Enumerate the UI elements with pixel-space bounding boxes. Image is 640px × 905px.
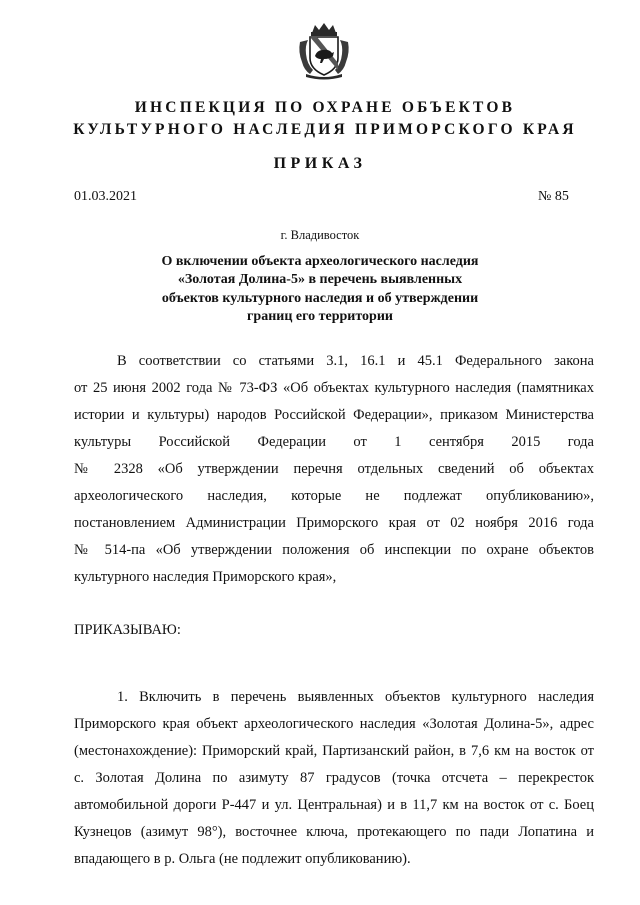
preamble-line: от 25 июня 2002 года № 73-ФЗ «Об объектах культурного наследия (памятниках [74,380,594,396]
subject-line: О включении объекта археологического наследия [161,254,479,269]
subject-line: «Золотая Долина-5» в перечень выявленных [177,272,463,288]
issue-city: г. Владивосток [280,228,360,242]
preamble-line: археологического наследия, которые не подлежат опубликованию», [74,488,594,504]
item-line: (местонахождение): Приморский край, Партизанский район, в 7,6 км на восток от [74,743,594,759]
order-number: № 85 [538,189,569,204]
agency-name-line-1: ИНСПЕКЦИЯ ПО ОХРАНЕ ОБЪЕКТОВ [134,99,516,116]
preamble-line: истории и культуры) народов Российской Федерации», приказом Министерства [74,407,594,423]
order-subject [100,253,540,326]
coat-of-arms-icon [296,22,352,80]
item-line: Кузнецов (азимут 98°), восточнее ключа, протекающего по пади Лопатина и [74,824,594,840]
item-line: 1. Включить в перечень выявленных объектов культурного наследия [117,689,594,705]
item-line: Приморского края объект археологического наследия «Золотая Долина-5», адрес [74,716,594,732]
subject-line: границ его территории [247,308,393,324]
document-type-title: ПРИКАЗ [273,155,367,172]
preamble-line: № 514-па «Об утверждении положения об инспекции по охране объектов [74,542,594,558]
item-line: автомобильной дороги Р-447 и ул. Центральная) и в 11,7 км на восток от с. Боец [74,797,594,813]
preamble-line: культурного наследия Приморского края», [74,569,337,585]
preamble-line: № 2328 «Об утверждении перечня отдельных сведений об объектах [74,461,594,477]
preamble-paragraph [74,348,594,591]
preamble-line: культуры Российской Федерации от 1 сентября 2015 года [74,434,594,450]
item-line: с. Золотая Долина по азимуту 87 градусов (точка отсчета – перекресток [74,770,594,786]
orders-heading: ПРИКАЗЫВАЮ: [74,622,181,638]
item-line: впадающего в р. Ольга (не подлежит опубликованию). [74,851,411,867]
preamble-line: В соответствии со статьями 3.1, 16.1 и 45.1 Федерального закона [117,353,594,369]
subject-line: объектов культурного наследия и об утверждении [161,290,479,306]
preamble-line: постановлением Администрации Приморского края от 02 ноября 2016 года [74,515,594,531]
order-date: 01.03.2021 [74,189,137,204]
order-item-1 [74,684,594,873]
agency-name-line-2: КУЛЬТУРНОГО НАСЛЕДИЯ ПРИМОРСКОГО КРАЯ [73,121,577,138]
